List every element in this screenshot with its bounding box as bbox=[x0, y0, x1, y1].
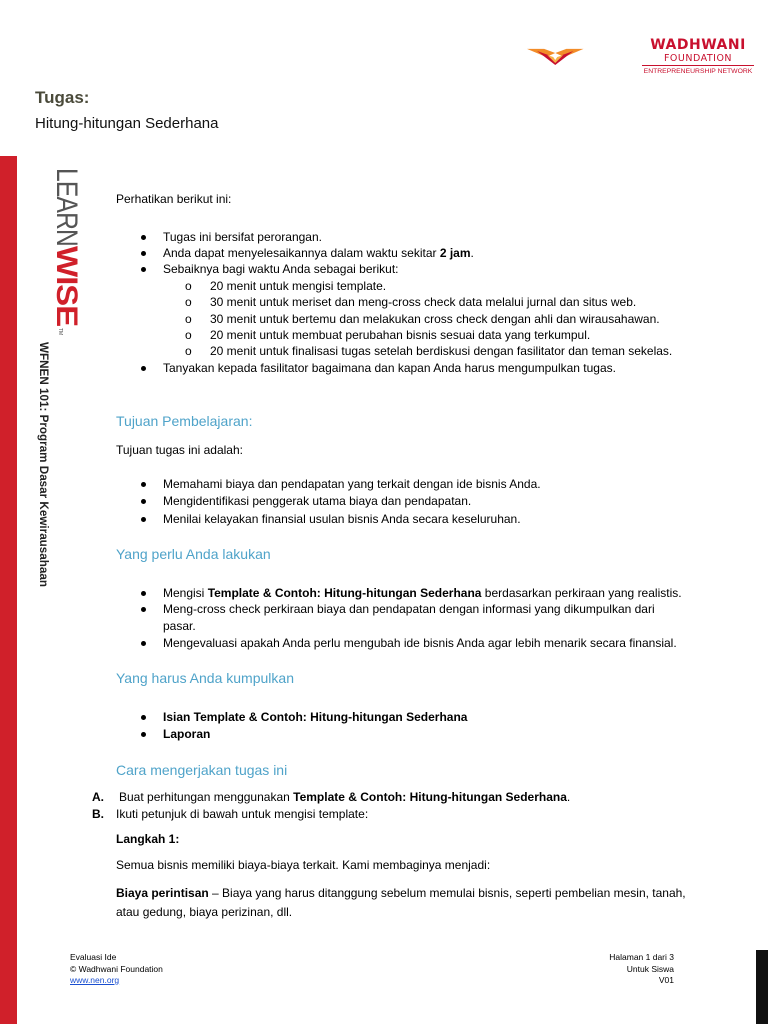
bullet-dot bbox=[141, 482, 146, 487]
bullet-dot bbox=[141, 517, 146, 522]
sub-item-3: 30 menit untuk bertemu dan melakukan cross check dengan ahli dan wirausahawan. bbox=[210, 312, 660, 326]
bullet-dot bbox=[141, 235, 146, 240]
wadhwani-logo bbox=[642, 38, 754, 77]
cara-step-a: Buat perhitungan menggunakan Template & Contoh: Hitung-hitungan Sederhana. bbox=[119, 790, 571, 804]
intro-bullet-3: Sebaiknya bagi waktu Anda sebagai berikut: bbox=[163, 262, 399, 276]
biaya-perintisan-cont: atau gedung, biaya perizinan, dll. bbox=[116, 905, 293, 919]
section-heading-lakukan: Yang perlu Anda lakukan bbox=[116, 546, 271, 562]
learnwise-tm: TM bbox=[57, 328, 63, 336]
footer-page: Halaman 1 dari 3 bbox=[609, 952, 674, 962]
step-marker-a: A. bbox=[92, 790, 104, 804]
page-title: Tugas: bbox=[35, 88, 90, 107]
sub-marker: o bbox=[185, 295, 192, 309]
footer-copyright: © Wadhwani Foundation bbox=[70, 963, 163, 974]
bullet-dot bbox=[141, 732, 146, 737]
bullet-dot bbox=[141, 251, 146, 256]
langkah-heading: Langkah 1: bbox=[116, 832, 180, 846]
footer-accent-bar bbox=[756, 950, 768, 1024]
cara-step-b: Ikuti petunjuk di bawah untuk mengisi template: bbox=[116, 807, 369, 821]
sub-marker: o bbox=[185, 312, 192, 326]
intro-bullet-4: Tanyakan kepada fasilitator bagaimana dan kapan Anda harus mengumpulkan tugas. bbox=[163, 361, 616, 375]
intro-bullet-1: Tugas ini bersifat perorangan. bbox=[163, 230, 322, 244]
lakukan-bullet-2: Meng-cross check perkiraan biaya dan pendapatan dengan informasi yang dikumpulkan dari bbox=[163, 602, 655, 616]
bullet-dot bbox=[141, 366, 146, 371]
lakukan-bullet-3: Mengevaluasi apakah Anda perlu mengubah ide bisnis Anda agar lebih menarik secara finansial. bbox=[163, 636, 677, 650]
bullet-dot bbox=[141, 715, 146, 720]
page-subtitle: Hitung-hitungan Sederhana bbox=[35, 115, 219, 132]
bullet-dot bbox=[141, 641, 146, 646]
tujuan-lead: Tujuan tugas ini adalah: bbox=[116, 443, 243, 457]
learnwise-bold: WISE bbox=[50, 246, 83, 319]
footer-version: V01 bbox=[658, 975, 674, 985]
footer-doc-name: Evaluasi Ide bbox=[70, 952, 117, 962]
lakukan-bullet-2-cont: pasar. bbox=[163, 619, 196, 633]
logo-sub: FOUNDATION bbox=[663, 53, 733, 64]
sub-item-2: 30 menit untuk meriset dan meng-cross check data melalui jurnal dan situs web. bbox=[210, 295, 637, 309]
langkah-text: Semua bisnis memiliki biaya-biaya terkait. Kami membaginya menjadi: bbox=[116, 858, 491, 872]
tujuan-bullet-2: Mengidentifikasi penggerak utama biaya dan pendapatan. bbox=[163, 494, 472, 508]
learnwise-light: LEARN bbox=[50, 168, 83, 264]
lakukan-bullet-1: Mengisi Template & Contoh: Hitung-hitungan Sederhana berdasarkan perkiraan yang realistis. bbox=[163, 586, 682, 600]
course-label bbox=[34, 342, 54, 592]
sub-item-1: 20 menit untuk mengisi template. bbox=[210, 279, 387, 293]
section-heading-tujuan: Tujuan Pembelajaran: bbox=[116, 413, 253, 429]
tujuan-bullet-3: Menilai kelayakan finansial usulan bisnis Anda secara keseluruhan. bbox=[163, 512, 521, 526]
kumpulkan-bullet-1: Isian Template & Contoh: Hitung-hitungan Sederhana bbox=[163, 710, 468, 724]
section-heading-cara: Cara mengerjakan tugas ini bbox=[116, 762, 288, 778]
sub-item-4: 20 menit untuk membuat perubahan bisnis sesuai data yang terkumpul. bbox=[210, 328, 591, 342]
wadhwani-logo-mark bbox=[526, 36, 642, 80]
sub-marker: o bbox=[185, 279, 192, 293]
kumpulkan-bullet-2: Laporan bbox=[163, 727, 211, 741]
bullet-dot bbox=[141, 267, 146, 272]
course-title: WFNEN 101: Program Dasar Kewirausahaan bbox=[37, 342, 49, 584]
footer-left bbox=[70, 952, 163, 987]
bullet-dot bbox=[141, 499, 146, 504]
intro-bullet-2: Anda dapat menyelesaikannya dalam waktu sekitar 2 jam. bbox=[163, 246, 474, 260]
bullet-dot bbox=[141, 607, 146, 612]
side-accent-bar bbox=[0, 156, 17, 1024]
footer-audience: Untuk Siswa bbox=[626, 963, 674, 974]
footer-right bbox=[560, 952, 674, 987]
intro-lead: Perhatikan berikut ini: bbox=[116, 192, 232, 206]
logo-network: ENTREPRENEURSHIP NETWORK bbox=[642, 65, 754, 77]
footer-link[interactable]: www.nen.org bbox=[70, 975, 120, 985]
tujuan-bullet-1: Memahami biaya dan pendapatan yang terkait dengan ide bisnis Anda. bbox=[163, 477, 541, 491]
sub-marker: o bbox=[185, 328, 192, 342]
logo-name: WADHWANI bbox=[650, 37, 746, 53]
sub-item-5: 20 menit untuk finalisasi tugas setelah berdiskusi dengan fasilitator dan teman sekelas. bbox=[210, 344, 673, 358]
sub-marker: o bbox=[185, 344, 192, 358]
learnwise-logo bbox=[31, 168, 83, 338]
step-marker-b: B. bbox=[92, 807, 104, 821]
bullet-dot bbox=[141, 591, 146, 596]
biaya-perintisan: Biaya perintisan – Biaya yang harus ditanggung sebelum memulai bisnis, seperti pembelian mesin, tanah, bbox=[116, 886, 686, 900]
section-heading-kumpulkan: Yang harus Anda kumpulkan bbox=[116, 670, 294, 686]
